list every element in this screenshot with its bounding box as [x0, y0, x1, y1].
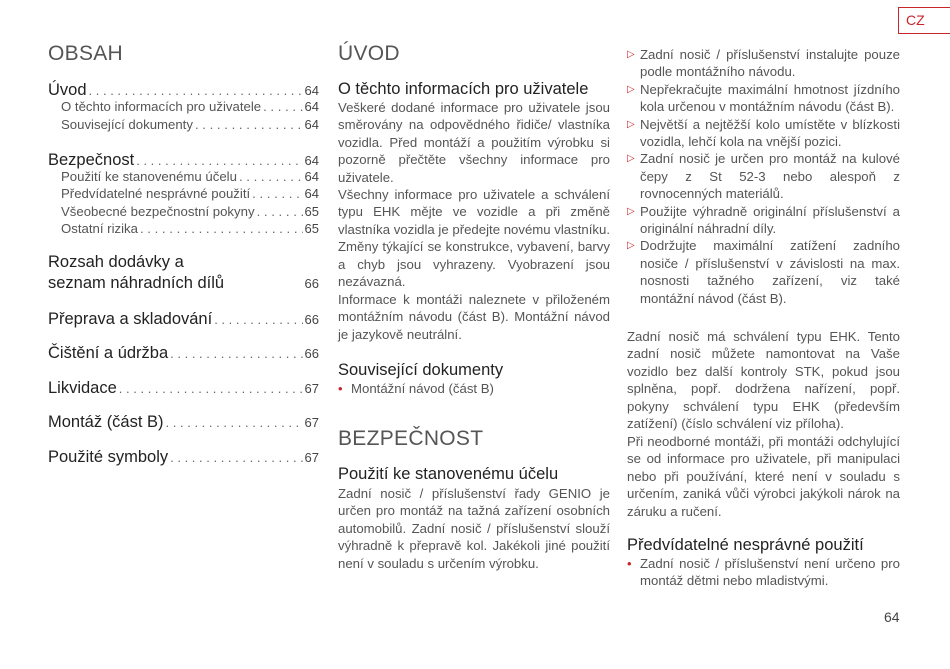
toc-subentry[interactable]: Všeobecné bezpečnostní pokyny . . . 65: [61, 203, 319, 221]
toc-entry[interactable]: Montáž (část B) . . . 67: [48, 412, 319, 433]
intro-heading: ÚVOD: [338, 42, 400, 65]
list-item: ▷ Nepřekračujte maximální hmotnost jízdního kola určenou v montážním návodu (část B).: [627, 81, 900, 115]
toc-entry[interactable]: Rozsah dodávky a seznam náhradních dílů 66: [48, 253, 319, 292]
toc-entry[interactable]: Přeprava a skladování . . . 66: [48, 309, 319, 330]
intro-paragraph: Informace k montáži naleznete v přiloženém montážním návodu (část B). Montážní návod je jazykově neutrální.: [338, 292, 610, 342]
intro-subheading-related-docs: Související dokumenty: [338, 361, 504, 379]
intro-paragraph: Veškeré dodané informace pro uživatele jsou směrovány na odpovědného řidiče/ vlastníka vozidla. Před montáží a použitím výrobku si pozorně přečtěte všechny informace pro uživatele.: [338, 100, 610, 185]
intro-subheading-user-info: O těchto informacích pro uživatele: [338, 80, 589, 98]
bullet-dot-icon: •: [338, 381, 343, 396]
toc-heading: OBSAH: [48, 42, 124, 65]
safety-subheading-misuse: Předvídatelné nesprávné použití: [627, 536, 864, 554]
triangle-bullet-icon: ▷: [627, 205, 635, 217]
intended-use-list: [627, 46, 900, 307]
toc-subentry[interactable]: O těchto informacích pro uživatele . . . 64: [61, 98, 319, 116]
toc-subentry[interactable]: Použití ke stanovenému účelu . . . 64: [61, 168, 319, 186]
toc-subentry[interactable]: Související dokumenty . . . 64: [61, 116, 319, 134]
page-number: 64: [884, 609, 900, 625]
toc-entry[interactable]: Čištění a údržba . . . 66: [48, 343, 319, 364]
list-item: • Zadní nosič / příslušenství není určeno pro montáž dětmi nebo mladistvými.: [627, 556, 900, 589]
triangle-bullet-icon: ▷: [627, 118, 635, 130]
misuse-list: [627, 555, 900, 590]
triangle-bullet-icon: ▷: [627, 49, 635, 60]
triangle-bullet-icon: ▷: [627, 83, 635, 95]
toc-subentry[interactable]: Předvídatelné nesprávné použití . . . 64: [61, 185, 319, 203]
list-item: ▷ Zadní nosič / příslušenství instalujte pouze podle montážního návodu.: [627, 47, 900, 80]
list-item: ▷ Největší a nejtěžší kolo umístěte v blízkosti vozidla, lehčí kola na vnější pozici.: [627, 116, 900, 150]
toc-entry[interactable]: Úvod . . . 64: [48, 80, 319, 101]
safety-paragraph: Zadní nosič / příslušenství řady GENIO je určen pro montáž na tažná zařízení osobních automobilů. Zadní nosič / příslušenství slouží výhradně k přepravě kol. Jakékoli jiné použití není v souladu s určením výrobku.: [338, 486, 610, 571]
intro-paragraph: Všechny informace pro uživatele a schválení typu EHK mějte ve vozidle a při změně vlastníka vozidla je předejte novému vlastníku. Změny týkající se konstrukce, vybavení, barvy a chyb jsou vyhrazeny. Vyobrazení jsou nezávazná.: [338, 187, 610, 290]
list-item: • Montážní návod (část B): [338, 381, 494, 396]
related-docs-list: [338, 380, 610, 397]
safety-paragraph: Zadní nosič má schválení typu EHK. Tento zadní nosič můžete namontovat na Vaše vozidlo bez další kontroly STK, pokud jsou splněna, popř. dodržena nařízení, popř. pokyny schválení typu EHK (především zatížení) (číslo schválení viz příloha).: [627, 329, 900, 432]
toc-entry[interactable]: Likvidace . . . 67: [48, 378, 319, 399]
list-item: ▷ Dodržujte maximální zatížení zadního nosiče / příslušenství v závislosti na max. nosnosti tažného zařízení, viz také montážní návod (část B).: [627, 238, 900, 306]
safety-paragraph: Při neodborné montáži, při montáži odchylující se od informace pro uživatele, při manipulaci nebo při používání, které není v souladu s určením, zaniká vůči výrobci jakýkoli nárok na záruku a ručení.: [627, 434, 900, 519]
triangle-bullet-icon: ▷: [627, 240, 635, 252]
safety-heading: BEZPEČNOST: [338, 427, 484, 450]
triangle-bullet-icon: ▷: [627, 153, 635, 165]
bullet-dot-icon: •: [627, 556, 632, 571]
list-item: ▷ Zadní nosič je určen pro montáž na kulové čepy z St 52-3 nebo alespoň z rovnocenných materiálů.: [627, 151, 900, 202]
toc-entry[interactable]: Použité symboly . . . 67: [48, 447, 319, 468]
toc-subentry[interactable]: Ostatní rizika . . . 65: [61, 220, 319, 238]
list-item: ▷ Použijte výhradně originální příslušenství a originální náhradní díly.: [627, 203, 900, 237]
safety-subheading-intended-use: Použití ke stanovenému účelu: [338, 465, 559, 483]
language-tag: CZ: [898, 7, 950, 34]
toc-entry[interactable]: Bezpečnost . . . 64: [48, 150, 319, 171]
